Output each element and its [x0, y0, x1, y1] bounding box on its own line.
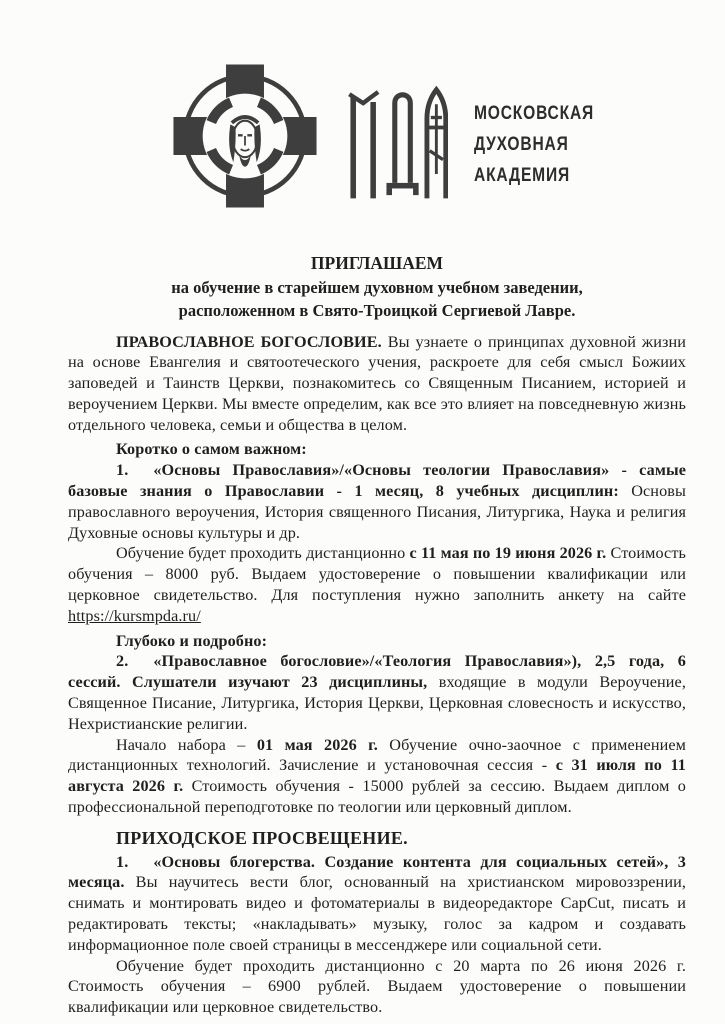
- text-run: Глубоко и подробно:: [116, 631, 268, 650]
- document-body: [68, 332, 686, 1019]
- document-header: [68, 252, 686, 323]
- sub-heading: [68, 439, 686, 460]
- document-subtitle-line-2: расположенном в Свято-Троицкой Сергиевой Лавре.: [178, 301, 576, 320]
- paragraph: [68, 956, 686, 1018]
- org-name-line-2: ДУХОВНАЯ: [474, 133, 569, 155]
- text-run: Стоимость обучения – 8000 руб. Выдаем удостоверение о повышении квалификации или церковное свидетельство. Для поступления нужно заполнить анкету на сайте: [68, 544, 686, 605]
- website-url[interactable]: https://kursmpda.ru/: [68, 606, 201, 625]
- sub-heading: [68, 631, 686, 652]
- list-number: 1.: [116, 852, 129, 871]
- paragraph: [68, 332, 686, 436]
- text-run: входящие в модули Вероучение, Священное Писание, Литургика, История Церкви, Церковная словесность и искусство, Нехристианские религии.: [68, 673, 686, 733]
- document-subtitle-line-1: на обучение в старейшем духовном учебном заведении,: [171, 277, 583, 297]
- paragraph: [68, 651, 686, 734]
- org-name-line-1: МОСКОВСКАЯ: [474, 102, 595, 124]
- text-run: Стоимость обучения - 15000 рублей за сессию. Выдаем диплом о профессиональной переподготовке по теологии или церковный диплом.: [68, 777, 686, 817]
- text-run: 01 мая 2026 г.: [256, 735, 378, 754]
- text-run: Вы научитесь вести блог, основанный на христианском мировоззрении, снимать и монтировать видео и фотоматериалы в видеоредакторе CapCut, писать и редактировать тексты; «накладывать» музыку, голос за кадром и создавать информационное поле своей страницы в мессенджере или социальной сети.: [68, 873, 686, 954]
- text-run: Обучение будет проходить дистанционно: [116, 544, 410, 563]
- text-run: Вы узнаете о принципах духовной жизни на основе Евангелия и святоотеческого учения, раскроете для себя смысл Божиих заповедей и Таинств Церкви, познакомитесь со Священным Писанием, историей и вероучением Церкви. Мы вместе определим, как все это влияет на повседневную жизнь отдельного человека, семьи и общества в целом.: [68, 332, 686, 434]
- document-content: [68, 252, 686, 1018]
- text-run: Обучение будет проходить дистанционно с 20 марта по 26 июня 2026 г. Стоимость обучения – 6900 рублей. Выдаем удостоверение о повышении квалификации или церковное свидетельство.: [68, 956, 686, 1017]
- organization-name: [474, 98, 594, 191]
- section-heading: [68, 828, 686, 849]
- paragraph: [68, 735, 686, 818]
- org-name-line-3: АКАДЕМИЯ: [474, 164, 571, 186]
- mda-monogram-icon: [346, 84, 448, 202]
- paragraph: [68, 543, 686, 626]
- text-run: Обучение очно-заочное с применением дистанционных технологий. Зачисление и установочная сессия -: [68, 735, 686, 775]
- list-number: 2.: [116, 652, 129, 671]
- text-run: «Основы Православия»/«Основы теологии Православия» - самые базовые знания о Православии - 1 месяц, 8 учебных дисциплин:: [68, 461, 686, 501]
- paragraph: [68, 460, 686, 543]
- text-run: с 31 июля по 11 августа 2026 г.: [68, 756, 686, 796]
- text-run: «Православное богословие»/«Теология Православия»), 2,5 года, 6 сессий. Слушатели изучают 23 дисциплины,: [68, 652, 686, 692]
- document-title: ПРИГЛАШАЕМ: [310, 253, 444, 273]
- christ-face-cross-icon: [172, 61, 318, 211]
- text-run: «Основы блогерства. Создание контента для социальных сетей», 3 месяца.: [68, 852, 686, 892]
- text-run: с 11 мая по 19 июня 2026 г.: [409, 544, 607, 563]
- academy-logo: [172, 60, 620, 212]
- list-number: 1.: [116, 461, 129, 480]
- text-run: ПРИХОДСКОЕ ПРОСВЕЩЕНИЕ.: [116, 827, 408, 848]
- text-run: Начало набора –: [116, 735, 257, 754]
- text-run: ПРАВОСЛАВНОЕ БОГОСЛОВИЕ.: [116, 332, 388, 351]
- text-run: Коротко о самом важном:: [116, 440, 307, 459]
- text-run: Основы православного вероучения, История священного Писания, Литургика, Наука и религия Духовные основы культуры и др.: [68, 482, 686, 542]
- paragraph: [68, 852, 686, 956]
